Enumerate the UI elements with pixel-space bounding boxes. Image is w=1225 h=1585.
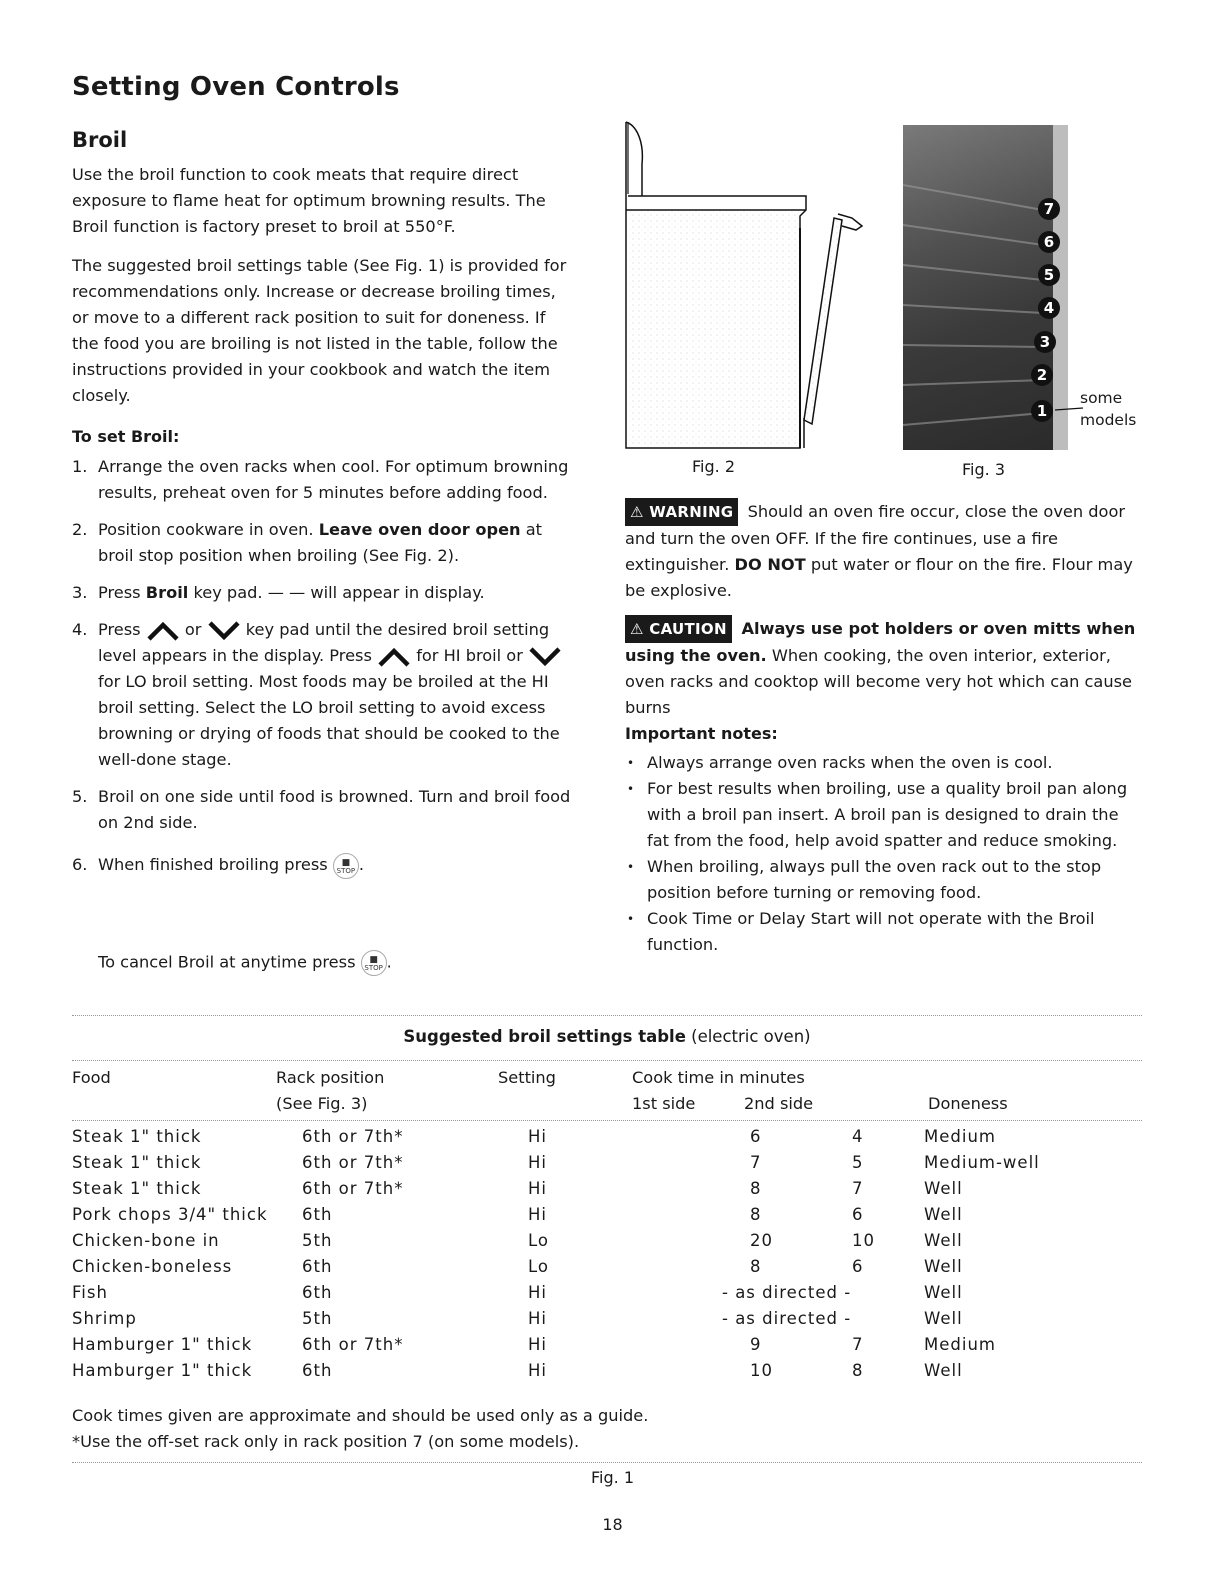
up-arrow-icon xyxy=(377,647,411,667)
cell-rack: 6th xyxy=(302,1257,333,1276)
cell-rack: 6th or 7th* xyxy=(302,1335,404,1354)
caution-label: ⚠ CAUTION xyxy=(625,615,732,643)
cell-doneness: Well xyxy=(924,1309,963,1328)
cell-food: Hamburger 1" thick xyxy=(72,1361,253,1380)
divider xyxy=(72,1462,1142,1463)
cell-food: Hamburger 1" thick xyxy=(72,1335,253,1354)
cell-2nd-side: 5 xyxy=(852,1153,864,1172)
cell-setting: Hi xyxy=(528,1205,547,1224)
stop-key-icon: ■ STOP xyxy=(361,950,387,976)
step-text: for HI broil or xyxy=(411,646,529,665)
cell-rack: 6th xyxy=(302,1361,333,1380)
table-row xyxy=(72,1231,1142,1257)
cell-doneness: Well xyxy=(924,1257,963,1276)
cell-doneness: Well xyxy=(924,1179,963,1198)
fig1-caption: Fig. 1 xyxy=(591,1468,634,1487)
step-number: 1. xyxy=(72,457,88,476)
some-models-line1: some xyxy=(1080,389,1123,407)
some-models-line2: models xyxy=(1080,411,1137,429)
cell-1st-side: 9 xyxy=(750,1335,762,1354)
caution-text-bold: Always use pot holders or oven mitts when using the oven. xyxy=(625,619,1136,665)
step-text: key pad. xyxy=(188,583,268,602)
list-item: • Always arrange oven racks when the oven is cool. xyxy=(625,750,1145,776)
table-row xyxy=(72,1179,1142,1205)
intro-paragraph-2: The suggested broil settings table (See Fig. 1) is provided for recommendations only. Increase or decrease broiling times, or move to a different rack position to suit for doneness. If the food you are broiling is not listed in the table, follow the instructions provided in your cookbook and watch the item closely. xyxy=(72,256,567,405)
rack-position-4-icon: 4 xyxy=(1038,297,1060,319)
cell-setting: Hi xyxy=(528,1361,547,1380)
step-text: Press xyxy=(98,620,146,639)
table-row xyxy=(72,1205,1142,1231)
table-row xyxy=(72,1361,1142,1387)
step-text: or xyxy=(179,620,207,639)
step-text: Arrange the oven racks when cool. For optimum browning results, preheat oven for 5 minutes before adding food. xyxy=(98,457,569,502)
important-notes-heading: Important notes: xyxy=(625,724,778,743)
rack-position-7-icon: 7 xyxy=(1038,198,1060,220)
caution-text: When cooking, the oven interior, exterior, oven racks and cooktop will become very hot which can cause burns xyxy=(625,646,1132,717)
cell-rack: 6th or 7th* xyxy=(302,1153,404,1172)
step-number: 6. xyxy=(72,855,88,874)
cancel-text: To cancel Broil at anytime press xyxy=(98,952,361,972)
caution-paragraph xyxy=(625,615,1145,721)
cell-2nd-side: 4 xyxy=(852,1127,864,1146)
step-text-bold: Broil xyxy=(145,583,189,602)
cell-food: Steak 1" thick xyxy=(72,1153,202,1172)
cell-1st-side: 20 xyxy=(750,1231,773,1250)
cell-food: Shrimp xyxy=(72,1309,137,1328)
warning-label: ⚠ WARNING xyxy=(625,498,738,526)
step-number: 4. xyxy=(72,620,88,639)
step-6 xyxy=(72,852,577,879)
cell-2nd-side: 6 xyxy=(852,1205,864,1224)
cell-doneness: Medium xyxy=(924,1127,996,1146)
cell-food: Chicken-bone in xyxy=(72,1231,220,1250)
cell-setting: Hi xyxy=(528,1127,547,1146)
table-row xyxy=(72,1309,1142,1335)
warning-label-text: WARNING xyxy=(649,503,734,521)
intro-paragraph-1: Use the broil function to cook meats that require direct exposure to flame heat for optimum browning results. The Broil function is factory preset to broil at 550°F. xyxy=(72,165,546,236)
rack-position-3-icon: 3 xyxy=(1034,331,1056,353)
display-dashes: — — xyxy=(267,583,306,602)
fig3-caption: Fig. 3 xyxy=(962,460,1005,479)
page-number: 18 xyxy=(602,1515,623,1534)
cell-2nd-side: 7 xyxy=(852,1179,864,1198)
cell-rack: 6th xyxy=(302,1205,333,1224)
table-row xyxy=(72,1335,1142,1361)
cell-rack: 6th or 7th* xyxy=(302,1179,404,1198)
page-title: Setting Oven Controls xyxy=(72,72,400,102)
header-food: Food xyxy=(72,1068,111,1087)
cell-2nd-side: 7 xyxy=(852,1335,864,1354)
header-doneness: Doneness xyxy=(928,1094,1008,1113)
step-text: When finished broiling press xyxy=(98,855,333,874)
step-2 xyxy=(72,517,577,569)
cell-doneness: Well xyxy=(924,1205,963,1224)
cell-setting: Hi xyxy=(528,1309,547,1328)
step-3 xyxy=(72,580,577,606)
header-rack: Rack position xyxy=(276,1068,385,1087)
cell-1st-side: 7 xyxy=(750,1153,762,1172)
stop-key-label: STOP xyxy=(336,866,356,875)
cell-food: Fish xyxy=(72,1283,108,1302)
table-row xyxy=(72,1283,1142,1309)
cell-setting: Hi xyxy=(528,1179,547,1198)
cell-setting: Hi xyxy=(528,1335,547,1354)
cancel-instruction xyxy=(98,950,392,976)
step-number: 5. xyxy=(72,787,88,806)
warning-paragraph xyxy=(625,498,1145,604)
cell-food: Pork chops 3/4" thick xyxy=(72,1205,268,1224)
step-number: 3. xyxy=(72,583,88,602)
cell-doneness: Medium-well xyxy=(924,1153,1040,1172)
important-notes-list xyxy=(625,750,1145,958)
caution-label-text: CAUTION xyxy=(649,620,727,638)
header-1st-side: 1st side xyxy=(632,1094,696,1113)
table-title-rest: (electric oven) xyxy=(685,1027,811,1046)
cell-directed: - as directed - xyxy=(722,1309,852,1328)
cell-2nd-side: 10 xyxy=(852,1231,875,1250)
step-text: Position cookware in oven. xyxy=(98,520,319,539)
cell-rack: 6th or 7th* xyxy=(302,1127,404,1146)
rack-position-5-icon: 5 xyxy=(1038,264,1060,286)
stop-key-icon: ■ STOP xyxy=(333,853,359,879)
cell-1st-side: 8 xyxy=(750,1257,762,1276)
list-item: • When broiling, always pull the oven rack out to the stop position before turning or removing food. xyxy=(625,854,1145,906)
cell-1st-side: 8 xyxy=(750,1205,762,1224)
cell-rack: 5th xyxy=(302,1309,333,1328)
cell-doneness: Well xyxy=(924,1283,963,1302)
up-arrow-icon xyxy=(146,621,180,641)
step-text: . xyxy=(358,855,365,874)
cell-setting: Lo xyxy=(528,1231,549,1250)
cell-setting: Hi xyxy=(528,1283,547,1302)
to-set-heading: To set Broil: xyxy=(72,427,180,446)
cell-doneness: Well xyxy=(924,1231,963,1250)
rack-position-2-icon: 2 xyxy=(1031,364,1053,386)
step-text: will appear in display. xyxy=(305,583,485,602)
cell-directed: - as directed - xyxy=(722,1283,852,1302)
divider xyxy=(72,1015,1142,1016)
down-arrow-icon xyxy=(528,647,562,667)
step-text: Press xyxy=(98,583,146,602)
table-row xyxy=(72,1257,1142,1283)
fig2-range-door-illustration xyxy=(620,118,890,458)
step-1 xyxy=(72,454,577,506)
step-text: Broil on one side until food is browned. Turn and broil food on 2nd side. xyxy=(98,787,571,832)
divider xyxy=(72,1120,1142,1121)
fig2-caption: Fig. 2 xyxy=(692,457,735,476)
step-text: for LO broil setting. Most foods may be broiled at the HI broil setting. Select the LO broil setting to avoid excess browning or drying of foods that should be cooked to the well-done stage. xyxy=(98,672,560,769)
cancel-text-end: . xyxy=(386,952,392,972)
header-setting: Setting xyxy=(498,1068,556,1087)
cell-2nd-side: 8 xyxy=(852,1361,864,1380)
rack-position-6-icon: 6 xyxy=(1038,231,1060,253)
list-item: • For best results when broiling, use a quality broil pan along with a broil pan insert. A broil pan is designed to drain the fat from the food, help avoid spatter and reduce smoking. xyxy=(625,776,1145,854)
step-number: 2. xyxy=(72,520,88,539)
table-row xyxy=(72,1127,1142,1153)
cell-1st-side: 8 xyxy=(750,1179,762,1198)
cell-1st-side: 10 xyxy=(750,1361,773,1380)
list-item: • Cook Time or Delay Start will not operate with the Broil function. xyxy=(625,906,1145,958)
step-4 xyxy=(72,617,577,773)
header-2nd-side: 2nd side xyxy=(744,1094,814,1113)
divider xyxy=(72,1060,1142,1061)
cell-2nd-side: 6 xyxy=(852,1257,864,1276)
warning-text: Should an oven fire occur, close the oven door and turn the oven OFF. If the fire continues, use a fire extinguisher. xyxy=(625,502,1126,574)
stop-key-label: STOP xyxy=(364,964,383,972)
step-text-bold: Leave oven door open xyxy=(318,520,521,539)
cell-setting: Lo xyxy=(528,1257,549,1276)
header-cook-time: Cook time in minutes xyxy=(632,1068,805,1087)
cell-doneness: Medium xyxy=(924,1335,996,1354)
step-5 xyxy=(72,784,577,836)
cell-rack: 5th xyxy=(302,1231,333,1250)
cell-doneness: Well xyxy=(924,1361,963,1380)
table-title xyxy=(72,1027,1142,1046)
warning-text: put water or flour on the fire. Flour may be explosive. xyxy=(625,555,1133,600)
section-title: Broil xyxy=(72,128,128,152)
cell-food: Steak 1" thick xyxy=(72,1179,202,1198)
cell-1st-side: 6 xyxy=(750,1127,762,1146)
step-text: at broil stop position when broiling (See Fig. 2). xyxy=(98,520,542,565)
step-text: key pad until the desired broil setting level appears in the display. Press xyxy=(98,620,550,665)
footnote-1: Cook times given are approximate and should be used only as a guide. xyxy=(72,1406,649,1425)
table-row xyxy=(72,1153,1142,1179)
cell-setting: Hi xyxy=(528,1153,547,1172)
warning-text-bold: DO NOT xyxy=(734,555,806,574)
table-title-bold: Suggested broil settings table xyxy=(403,1027,686,1046)
down-arrow-icon xyxy=(207,621,241,641)
rack-position-1-icon: 1 xyxy=(1031,400,1053,422)
some-models-note xyxy=(1080,387,1136,431)
cell-rack: 6th xyxy=(302,1283,333,1302)
broil-steps xyxy=(72,454,577,890)
broil-settings-table xyxy=(72,1127,1142,1387)
header-rack-ref: (See Fig. 3) xyxy=(276,1094,368,1113)
cell-food: Steak 1" thick xyxy=(72,1127,202,1146)
footnote-2: *Use the off-set rack only in rack position 7 (on some models). xyxy=(72,1432,580,1451)
cell-food: Chicken-boneless xyxy=(72,1257,233,1276)
